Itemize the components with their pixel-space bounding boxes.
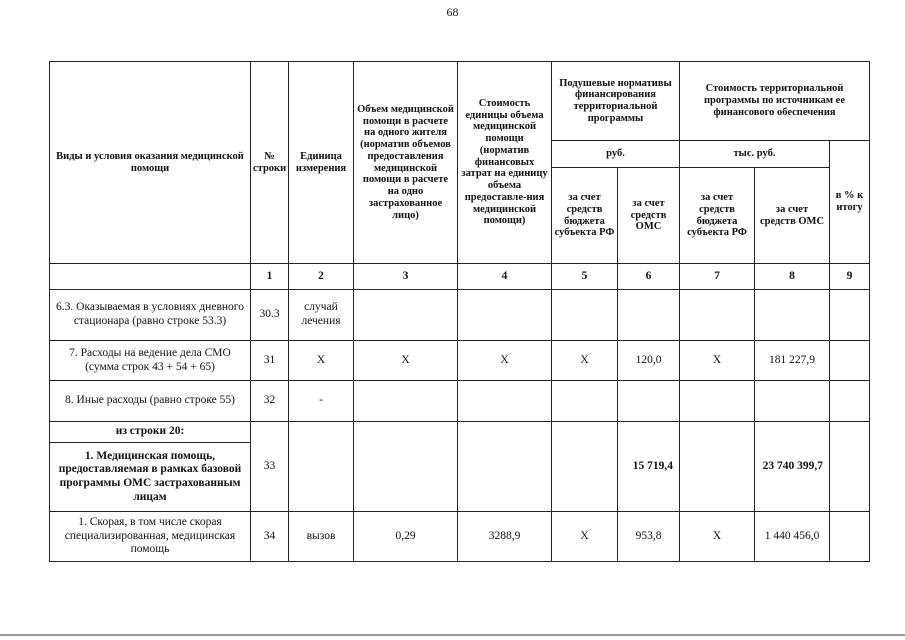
row-name: 1. Скорая, в том числе скорая специализированная, медицинская помощь (50, 512, 251, 562)
header-cost: Стоимость единицы объема медицинской помощи (норматив финансовых затрат на единицу объема предоставле-ния медицинской помощи) (458, 62, 552, 264)
table-row (50, 341, 870, 381)
row-name: 8. Иные расходы (равно строке 55) (50, 381, 251, 422)
cell-oms: 15 719,4 (618, 422, 680, 512)
header-row-no: № строки (251, 62, 289, 264)
cell-oms (618, 290, 680, 341)
header-oms-funds: за счет средств ОМС (618, 168, 680, 264)
cell-volume (354, 290, 458, 341)
header-volume: Объем медицинской помощи в расчете на одного жителя (норматив объемов предоставления медицинской помощи в расчете на одно застрахованное лицо) (354, 62, 458, 264)
cell-oms (618, 381, 680, 422)
row-number: 32 (251, 381, 289, 422)
cell-cost (458, 290, 552, 341)
row-number: 30.3 (251, 290, 289, 341)
page-number: 68 (446, 5, 459, 19)
cell-budget-total: X (680, 341, 755, 381)
col-number: 1 (251, 264, 289, 290)
table-row (50, 381, 870, 422)
table-row (50, 512, 870, 562)
header-percap: Подушевые нормативы финансирования территориальной программы (552, 62, 680, 141)
cell-oms-total: 1 440 456,0 (755, 512, 830, 562)
cell-budget: X (552, 512, 618, 562)
cell-cost (458, 422, 552, 512)
page-bottom-edge (0, 634, 905, 636)
row-name: 6.3. Оказываемая в условиях дневного стационара (равно строке 53.3) (50, 290, 251, 341)
col-number: 6 (618, 264, 680, 290)
cell-oms: 953,8 (618, 512, 680, 562)
cell-budget-total: X (680, 512, 755, 562)
row-number: 34 (251, 512, 289, 562)
header-program-cost: Стоимость территориальной программы по источникам ее финансового обеспечения (680, 62, 870, 141)
cell-volume: X (354, 341, 458, 381)
col-number-empty (50, 264, 251, 290)
cell-volume: 0,29 (354, 512, 458, 562)
row-name: 7. Расходы на ведение дела СМО (сумма строк 43 + 54 + 65) (50, 341, 251, 381)
header-budget-subject-2: за счет средств бюджета субъекта РФ (680, 168, 755, 264)
cell-oms-total: 181 227,9 (755, 341, 830, 381)
cell-pct (830, 290, 870, 341)
row-unit: X (289, 341, 354, 381)
col-number: 4 (458, 264, 552, 290)
col-number: 2 (289, 264, 354, 290)
column-numbers-row (50, 264, 870, 290)
row-unit (289, 422, 354, 512)
col-number: 8 (755, 264, 830, 290)
cell-budget (552, 422, 618, 512)
row-name: 1. Медицинская помощь, предоставляемая в рамках базовой программы ОМС застрахованным лицам (50, 443, 251, 512)
section-heading-row (50, 422, 870, 443)
header-unit: Единица измерения (289, 62, 354, 264)
cell-cost: 3288,9 (458, 512, 552, 562)
cell-pct (830, 422, 870, 512)
header-budget-subject: за счет средств бюджета субъекта РФ (552, 168, 618, 264)
cell-budget: X (552, 341, 618, 381)
col-number: 7 (680, 264, 755, 290)
section-heading: из строки 20: (50, 422, 251, 443)
row-unit: вызов (289, 512, 354, 562)
row-number: 31 (251, 341, 289, 381)
col-number: 9 (830, 264, 870, 290)
row-unit: случай лечения (289, 290, 354, 341)
header-thous-rub: тыс. руб. (680, 141, 830, 168)
header-oms-funds-2: за счет средств ОМС (755, 168, 830, 264)
header-pct-total: в % к итогу (830, 141, 870, 264)
cell-cost: X (458, 341, 552, 381)
cell-budget (552, 381, 618, 422)
cell-budget (552, 290, 618, 341)
table-row (50, 290, 870, 341)
cell-oms: 120,0 (618, 341, 680, 381)
cell-budget-total (680, 290, 755, 341)
cell-oms-total (755, 290, 830, 341)
cell-volume (354, 422, 458, 512)
cell-pct (830, 381, 870, 422)
cell-pct (830, 512, 870, 562)
cell-oms-total: 23 740 399,7 (755, 422, 830, 512)
cell-cost (458, 381, 552, 422)
financing-table (49, 61, 870, 562)
col-number: 3 (354, 264, 458, 290)
header-types: Виды и условия оказания медицинской помощи (50, 62, 251, 264)
row-number: 33 (251, 422, 289, 512)
cell-budget-total (680, 422, 755, 512)
cell-pct (830, 341, 870, 381)
col-number: 5 (552, 264, 618, 290)
cell-budget-total (680, 381, 755, 422)
cell-oms-total (755, 381, 830, 422)
cell-volume (354, 381, 458, 422)
row-unit: - (289, 381, 354, 422)
header-rub: руб. (552, 141, 680, 168)
